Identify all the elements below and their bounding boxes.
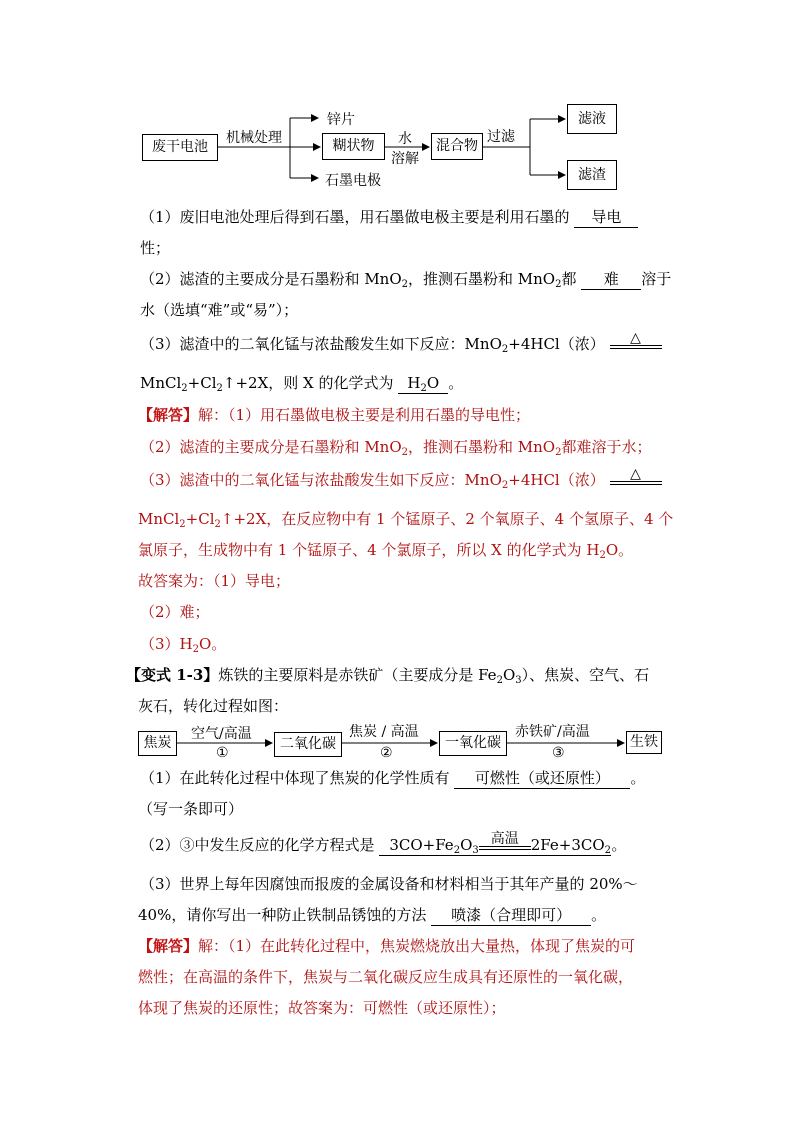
a1-line7: （2）难； [140,603,210,621]
zinc-label: 锌片 [327,112,355,128]
mech-process-label: 机械处理 [226,130,282,146]
a2-line2: 燃性；在高温的条件下，焦炭与二氧化碳反应生成具有还原性的一氧化碳， [138,968,634,986]
a1-line3: （3）滤渣中的二氧化锰与浓盐酸发生如下反应：MnO$_2$+4HCl（浓） △ [140,470,662,490]
answer-equation: $3CO+Fe_2O_3$ 高温 $2Fe+3CO_2$ [379,835,611,856]
water-label: 水 [398,131,412,147]
a2-line3: 体现了焦炭的还原性；故答案为：可燃性（或还原性）； [138,999,506,1017]
q2-p1-line2: （写一条即可） [138,800,244,818]
q1-line5: （3）滤渣中的二氧化锰与浓盐酸发生如下反应：MnO$_2$+4HCl（浓） △ [140,334,662,354]
a1-line1: 【解答】解：（1）用石墨做电极主要是利用石墨的导电性； [138,406,531,424]
answer-paint: 喷漆（合理即可） [431,905,591,926]
q2-p2-line: （2）③中发生反应的化学方程式是 $3CO+Fe_2O_3$ 高温 $2Fe+3CO_2$。 [140,831,627,856]
air-temp-label: 空气/高温 [191,726,252,742]
waste-battery-box: 废干电池 [142,134,218,161]
dissolve-label: 溶解 [391,151,419,167]
co-box: 一氧化碳 [439,731,507,756]
q2-line2: 灰石，转化过程如图： [138,697,289,715]
graphite-label: 石墨电极 [325,173,381,189]
a1-line4: $MnCl_2+Cl_2↑+2X$，在反应物中有 1 个锰原子、2 个氧原子、4 个氢原子、4 个 [138,510,674,530]
high-temp-sign: 高温 [479,837,531,855]
answer-insoluble: 难 [581,269,641,290]
filter-label: 过滤 [487,129,515,145]
co2-box: 二氧化碳 [274,732,342,757]
step-3-label: ③ [552,745,565,761]
coke-box: 焦炭 [138,731,177,756]
q2-line1: 【变式 1-3】炼铁的主要原料是赤铁矿（主要成分是 $Fe_2O_3$）、焦炭、空气、石 [126,666,650,686]
heat-equation-sign-2: △ [610,472,662,490]
a1-line6: 故答案为：（1）导电； [138,572,291,590]
q2-p3-line1: （3）世界上每年因腐蚀而报废的金属设备和材料相当于其年产量的 20%～ [140,875,638,893]
a1-line8: $(3)H_2O$。 [140,635,227,655]
ore-temp-label: 赤铁矿/高温 [515,724,590,740]
q1-line2: 性； [140,239,171,257]
residue-box: 滤渣 [567,160,617,190]
q2-p3-line2: 40%，请你写出一种防止铁制品锈蚀的方法 喷漆（合理即可） 。 [138,906,607,924]
q1-line6: $MnCl_2+Cl_2↑+2X$，则 X 的化学式为 $H_2O$ 。 [140,374,464,394]
pig-iron-box: 生铁 [626,731,662,754]
step-1-label: ① [216,745,229,761]
filtrate-box: 滤液 [567,104,617,134]
a1-line2: （2）滤渣的主要成分是石墨粉和 MnO$_2$，推测石墨粉和 MnO$_2$都难溶于水； [140,438,652,458]
q1-line1: （1）废旧电池处理后得到石墨，用石墨做电极主要是利用石墨的 导电 [140,207,638,228]
step-2-label: ② [380,745,393,761]
mixture-box: 混合物 [431,133,483,160]
a2-line1: 【解答】解：（1）在此转化过程中，焦炭燃烧放出大量热，体现了焦炭的可 [138,937,636,955]
paste-box: 糊状物 [322,133,385,160]
answer-flammability: 可燃性（或还原性） [454,768,630,789]
answer-conductivity: 导电 [574,207,638,228]
heat-equation-sign: △ [610,336,662,354]
coke-temp-label: 焦炭 / 高温 [349,724,419,740]
q1-line4: 水（选填“难”或“易”）； [140,301,299,319]
q2-p1-line1: （1）在此转化过程中体现了焦炭的化学性质有 可燃性（或还原性） 。 [140,769,646,787]
answer-water-formula: $H_2O$ [398,373,448,394]
q1-line3: （2）滤渣的主要成分是石墨粉和 MnO$_2$，推测石墨粉和 MnO$_2$都 难 溶于 [140,270,672,290]
a1-line5: 氯原子，生成物中有 1 个锰原子、4 个氯原子，所以 X 的化学式为 $H_2O$。 [138,541,634,561]
